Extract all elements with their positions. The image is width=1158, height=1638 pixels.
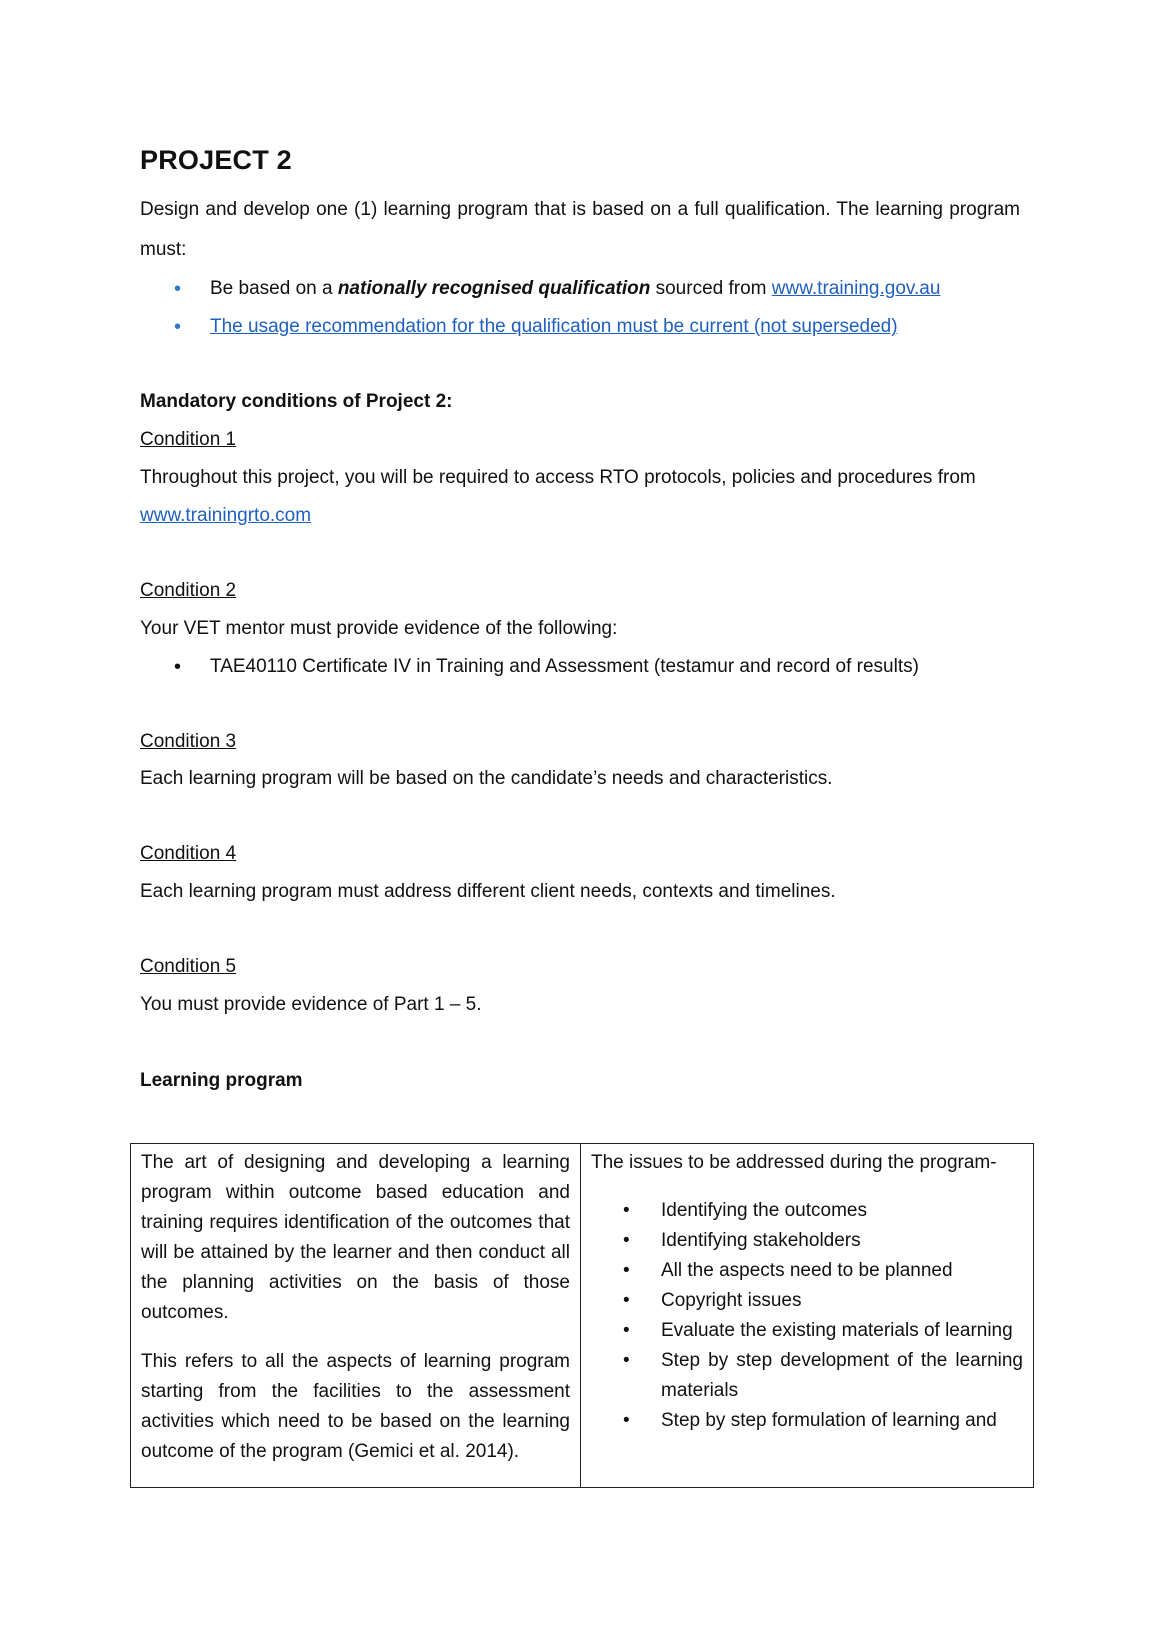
- table-cell-description: [131, 1144, 581, 1488]
- bullet-icon: •: [623, 1230, 630, 1251]
- requirement-item: [140, 308, 1020, 346]
- bullet-icon: •: [623, 1290, 630, 1311]
- table-row: [131, 1144, 1034, 1488]
- list-item: • Copyright issues: [591, 1286, 1023, 1316]
- document-page: [140, 130, 1020, 1100]
- issues-intro: The issues to be addressed during the program-: [591, 1152, 997, 1173]
- bullet-icon: •: [623, 1350, 630, 1371]
- bullet-icon: •: [174, 656, 182, 678]
- condition-1-text: Throughout this project, you will be required to access RTO protocols, policies and procedures from: [140, 467, 976, 488]
- page-title: PROJECT 2: [140, 145, 292, 175]
- usage-recommendation-link[interactable]: The usage recommendation for the qualification must be current (not superseded): [210, 316, 898, 337]
- condition-4-text: Each learning program must address different client needs, contexts and timelines.: [140, 881, 836, 902]
- learning-program-table: [130, 1143, 1034, 1488]
- condition-5-heading: Condition 5: [140, 956, 237, 977]
- list-item: • Step by step formulation of learning and: [591, 1406, 1023, 1436]
- training-gov-link[interactable]: www.training.gov.au: [771, 278, 941, 299]
- condition-2-text: Your VET mentor must provide evidence of the following:: [140, 618, 618, 639]
- description-paragraph: This refers to all the aspects of learning program starting from the facilities to the assessment activities which need to be based on the learning outcome of the program (Gemici et al. 2014).: [141, 1351, 570, 1462]
- requirement-text: Be based on a: [210, 278, 338, 299]
- condition-2-bullet-text: TAE40110 Certificate IV in Training and Assessment (testamur and record of results): [210, 656, 919, 677]
- list-item: • All the aspects need to be planned: [591, 1256, 1023, 1286]
- intro-paragraph: Design and develop one (1) learning program that is based on a full qualification. The learning program must:: [140, 199, 1020, 260]
- list-item: • Identifying the outcomes: [591, 1196, 1023, 1226]
- condition-1-heading: Condition 1: [140, 429, 237, 450]
- condition-5-text: You must provide evidence of Part 1 – 5.: [140, 994, 482, 1015]
- condition-3-text: Each learning program will be based on the candidate’s needs and characteristics.: [140, 768, 833, 789]
- condition-3-heading: Condition 3: [140, 731, 237, 752]
- requirements-list: [140, 270, 1020, 346]
- requirement-item: [140, 270, 1020, 308]
- condition-2-bullet: [140, 648, 1020, 686]
- list-item: • Step by step development of the learning materials: [591, 1346, 1023, 1406]
- condition-4-heading: Condition 4: [140, 843, 237, 864]
- mandatory-heading: Mandatory conditions of Project 2:: [140, 391, 453, 412]
- condition-2-list: [140, 648, 1020, 686]
- description-paragraph: The art of designing and developing a learning program within outcome based education and training requires identification of the outcomes that will be attained by the learner and then conduct all the planning activities on the basis of those outcomes.: [141, 1152, 570, 1323]
- issues-list: [591, 1196, 1023, 1436]
- bullet-icon: •: [623, 1200, 630, 1221]
- list-item: • Evaluate the existing materials of learning: [591, 1316, 1023, 1346]
- bullet-icon: •: [174, 316, 182, 338]
- bullet-icon: •: [623, 1410, 630, 1431]
- trainingrto-link[interactable]: www.trainingrto.com: [140, 505, 312, 526]
- table-cell-issues: [581, 1144, 1034, 1488]
- learning-program-heading: Learning program: [140, 1070, 303, 1091]
- bullet-icon: •: [623, 1260, 630, 1281]
- bullet-icon: •: [623, 1320, 630, 1341]
- requirement-text: sourced from: [650, 278, 772, 299]
- bullet-icon: •: [174, 278, 182, 300]
- emphasis-text: nationally recognised qualification: [337, 278, 651, 299]
- condition-2-heading: Condition 2: [140, 580, 237, 601]
- list-item: • Identifying stakeholders: [591, 1226, 1023, 1256]
- condition-1-link-line: [140, 498, 1020, 534]
